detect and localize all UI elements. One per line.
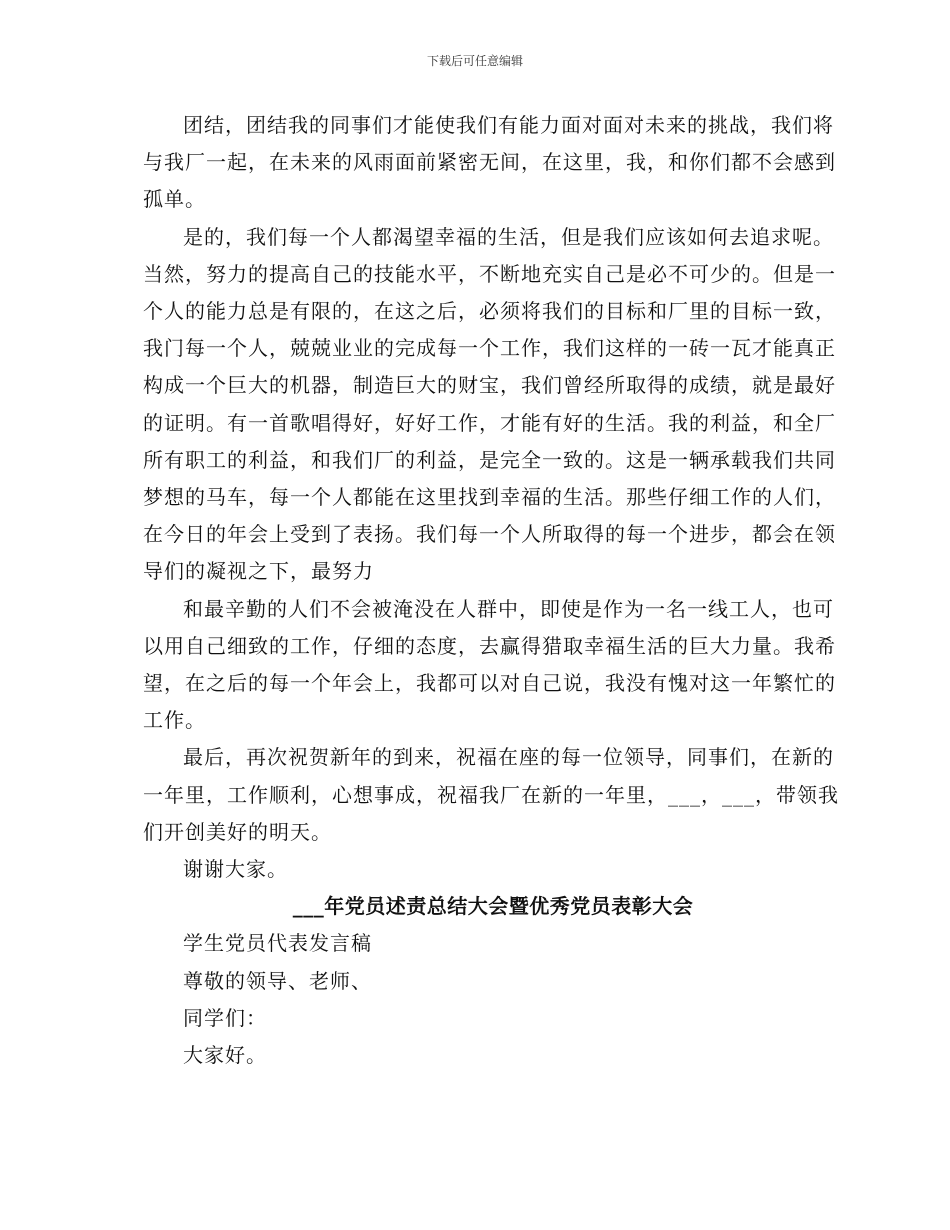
section-title: ___年党员述责总结大会暨优秀党员表彰大会	[292, 894, 694, 919]
greeting-line: 大家好。	[183, 1043, 267, 1068]
salutation-line: 尊敬的领导、老师、	[183, 968, 372, 993]
paragraph-3: 和最辛勤的人们不会被淹没在人群中，即使是作为一名一线工人，也可以用自己细致的工作，仔细的态度，去赢得猎取幸福生活的巨大力量。我希望，在之后的每一个年会上，我都可以对自己说，我没有愧对这一年繁忙的工作。	[143, 596, 836, 733]
paragraph-5: 谢谢大家。	[183, 857, 288, 882]
salutation-line-2: 同学们：	[183, 1005, 267, 1030]
paragraph-4: 最后，再次祝贺新年的到来，祝福在座的每一位领导，同事们，在新的一年里，工作顺利，心想事成，祝福我厂在新的一年里，___，___，带领我们开创美好的明天。	[143, 745, 839, 844]
paragraph-1: 团结，团结我的同事们才能使我们有能力面对面对未来的挑战，我们将与我厂一起，在未来的风雨面前紧密无间，在这里，我，和你们都不会感到孤单。	[143, 113, 836, 212]
subtitle-line: 学生党员代表发言稿	[183, 931, 372, 956]
document-body	[143, 107, 843, 1074]
page-header: 下载后可任意编辑	[426, 54, 523, 68]
paragraph-2: 是的，我们每一个人都渴望幸福的生活，但是我们应该如何去追求呢。当然，努力的提高自己的技能水平，不断地充实自己是必不可少的。但是一个人的能力总是有限的，在这之后，必须将我们的目标和厂里的目标一致，我门每一个人，兢兢业业的完成每一个工作，我们这样的一砖一瓦才能真正构成一个巨大的机器，制造巨大的财宝，我们曾经所取得的成绩，就是最好的证明。有一首歌唱得好，好好工作，才能有好的生活。我的利益，和全厂所有职工的利益，和我们厂的利益，是完全一致的。这是一辆承载我们共同梦想的马车，每一个人都能在这里找到幸福的生活。那些仔细工作的人们，在今日的年会上受到了表扬。我们每一个人所取得的每一个进步，都会在领导们的凝视之下，最努力	[143, 224, 836, 584]
